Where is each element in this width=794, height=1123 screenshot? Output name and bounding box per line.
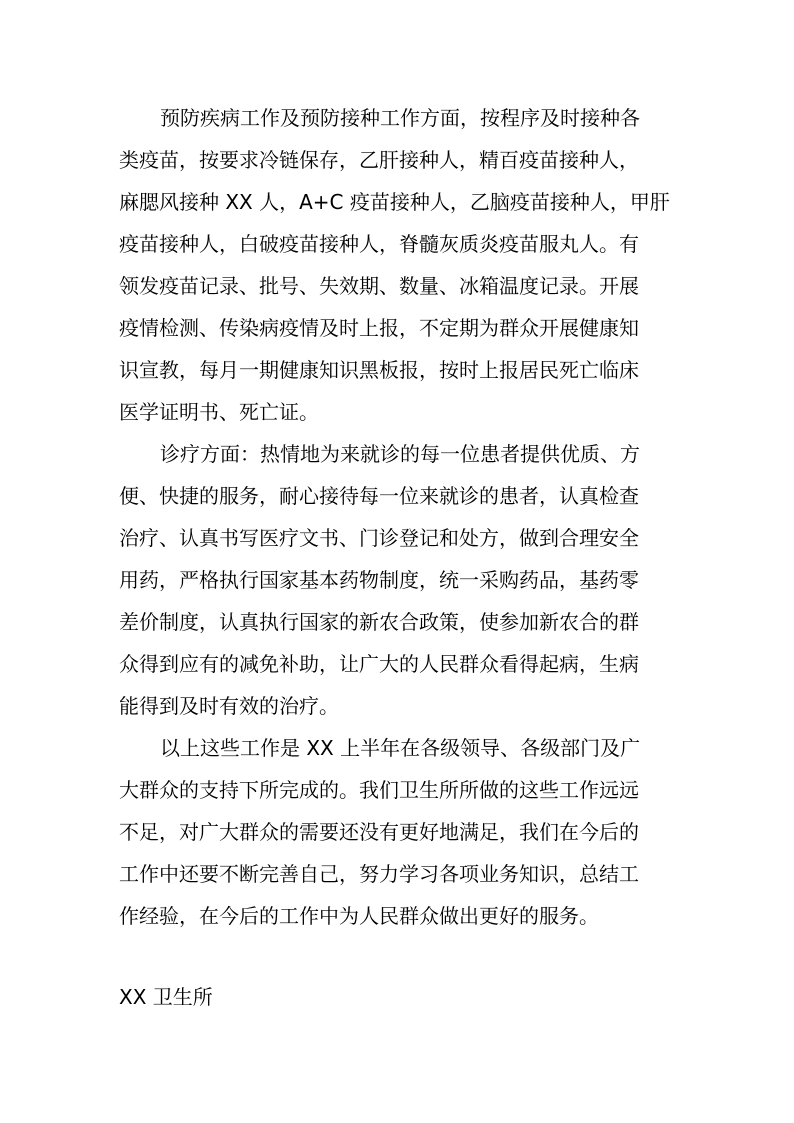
paragraph-2-line-7: 能得到及时有效的治疗。 — [119, 694, 339, 718]
paragraph-1-line-1: 预防疾病工作及预防接种工作方面，按程序及时接种各 — [160, 106, 640, 130]
paragraph-3-line-5: 作经验，在今后的工作中为人民群众做出更好的服务。 — [119, 904, 599, 928]
paragraph-1-line-2: 类疫苗，按要求冷链保存，乙肝接种人，精百疫苗接种人， — [119, 148, 639, 172]
paragraph-1-line-7: 识宣教，每月一期健康知识黑板报，按时上报居民死亡临床 — [119, 358, 639, 382]
paragraph-2-line-2: 便、快捷的服务，耐心接待每一位来就诊的患者，认真检查 — [119, 484, 639, 508]
paragraph-2-line-1: 诊疗方面：热情地为来就诊的每一位患者提供优质、方 — [160, 442, 640, 466]
paragraph-1-line-5: 领发疫苗记录、批号、失效期、数量、冰箱温度记录。开展 — [119, 274, 639, 298]
paragraph-2-line-6: 众得到应有的减免补助，让广大的人民群众看得起病，生病 — [119, 652, 639, 676]
paragraph-3-line-2: 大群众的支持下所完成的。我们卫生所所做的这些工作远远 — [119, 778, 639, 802]
paragraph-1-line-6: 疫情检测、传染病疫情及时上报，不定期为群众开展健康知 — [119, 316, 639, 340]
paragraph-3-line-4: 工作中还要不断完善自己，努力学习各项业务知识，总结工 — [119, 862, 639, 886]
paragraph-1-line-8: 医学证明书、死亡证。 — [119, 400, 319, 424]
paragraph-3-line-3: 不足，对广大群众的需要还没有更好地满足，我们在今后的 — [119, 820, 639, 844]
paragraph-1-line-4: 疫苗接种人，白破疫苗接种人，脊髓灰质炎疫苗服丸人。有 — [119, 232, 639, 256]
paragraph-2-line-4: 用药，严格执行国家基本药物制度，统一采购药品，基药零 — [119, 568, 639, 592]
signature-organization: XX 卫生所 — [119, 985, 213, 1009]
paragraph-1-line-3: 麻腮风接种 XX 人，A+C 疫苗接种人，乙脑疫苗接种人，甲肝 — [119, 190, 670, 214]
paragraph-3-line-1: 以上这些工作是 XX 上半年在各级领导、各级部门及广 — [160, 736, 641, 760]
paragraph-2-line-5: 差价制度，认真执行国家的新农合政策，使参加新农合的群 — [119, 610, 639, 634]
paragraph-2-line-3: 治疗、认真书写医疗文书、门诊登记和处方，做到合理安全 — [119, 526, 639, 550]
